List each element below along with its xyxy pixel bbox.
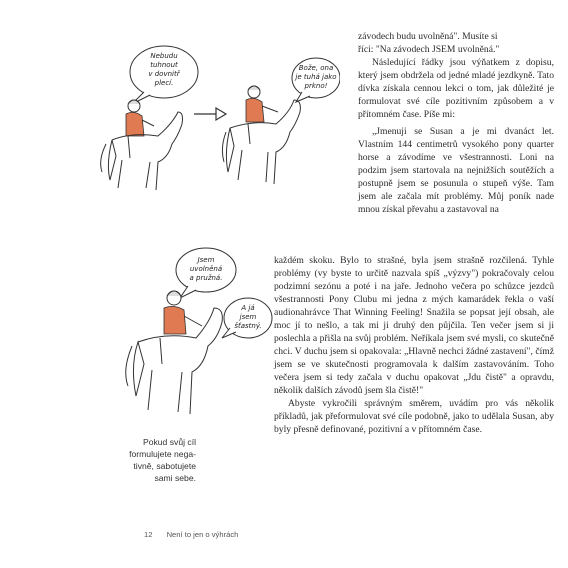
bubble-line: uvolněná	[189, 265, 223, 273]
text-line: závodech budu uvolněná". Musíte si	[358, 31, 498, 42]
bubble-line: Jsem	[197, 256, 215, 264]
caption-line: Pokud svůj cíl	[142, 437, 196, 447]
bubble-line: šťastný.	[234, 322, 262, 330]
caption-line: formulujete nega-	[129, 449, 196, 459]
paragraph: Abyste vykročili správným směrem, uvádím pro vás několik příkladů, jak přeformulovat své cíle podobně, jako to udělala Susan, aby byly přesně definované, pozitivní a v přítomném čase.	[274, 398, 554, 435]
illustration-relaxed-rider	[118, 246, 278, 436]
quote-paragraph: „Jmenuji se Susan a je mi dvanáct let. Vlastním 144 centimetrů vysokého pony quarter horse a závodíme ve všestrannosti. Loni na podzim jsem startovala na nejnižších soutěžích a postupně jsem se posunula o stupeň výše. Tam jsem ale začala mít problémy. Můj poník nade mnou získal převahu a zastavoval na	[358, 126, 554, 215]
illustration-caption	[104, 436, 196, 484]
bubble-line: prkno!	[304, 82, 328, 90]
paragraph: Následující řádky jsou výňatkem z dopisu, který jsem obdržela od jedné mladé jezdkyně. Tato dívka získala cennou lekci o tom, jak důležité je formulovat své cíle pozitivním způsobem a v přítomném čase. Píše mi:	[358, 57, 554, 120]
bubble-line: a pružná.	[189, 274, 223, 282]
quote-paragraph-continued: každém skoku. Bylo to strašné, byla jsem strašně rozčilená. Tyhle problémy (vy byste to určitě nazvala spíš „výzvy") pokračovaly celou podzimní sezónu a poté i na jaře. Jednoho večera po schůzce jezdců všestrannosti Pony Clubu mi jedna z mých kamarádek řekla o vaší audionahrávce That Winning Feeling! Snažila se popsat její obsah, ale moc jí to nešlo, a tak mi ji druhý den půjčila. Ten večer jsem si ji poslechla a přišla na svůj problém. Neříkala jsem své mysli, co skutečně chci. V duchu jsem si opakovala: „Hlavně nechci žádné zastavení", čímž jsem se ve skutečnosti programovala k dalším zastavováním. Toho večera jsem si tedy začala v duchu opakovat „Jdu čistě" a opravdu, několik dalších závodů jsem šla čistě!"	[274, 255, 554, 396]
illustration-tense-rider	[92, 40, 200, 210]
text-column-narrow	[358, 30, 554, 216]
running-title: Není to jen o výhrách	[166, 530, 239, 539]
caption-line: tivně, sabotujete	[133, 461, 196, 471]
text-line: říci: "Na závodech JSEM uvolněná."	[358, 44, 500, 55]
bubble-line: Bože, ona	[298, 64, 334, 72]
bubble-line: tuhnout	[150, 61, 178, 69]
bubble-line: A já	[241, 304, 255, 312]
bubble-line: v dovnitř	[148, 70, 180, 78]
bubble-line: jsem	[239, 313, 257, 321]
bubble-line: plecí.	[154, 79, 174, 87]
text-column-wide	[274, 254, 554, 436]
page-footer	[144, 530, 238, 539]
illustration-horse-comment	[220, 52, 340, 222]
page-number: 12	[144, 530, 153, 539]
caption-line: sami sebe.	[154, 473, 196, 483]
bubble-line: je tuhá jako	[295, 73, 337, 81]
bubble-line: Nebudu	[150, 52, 178, 60]
